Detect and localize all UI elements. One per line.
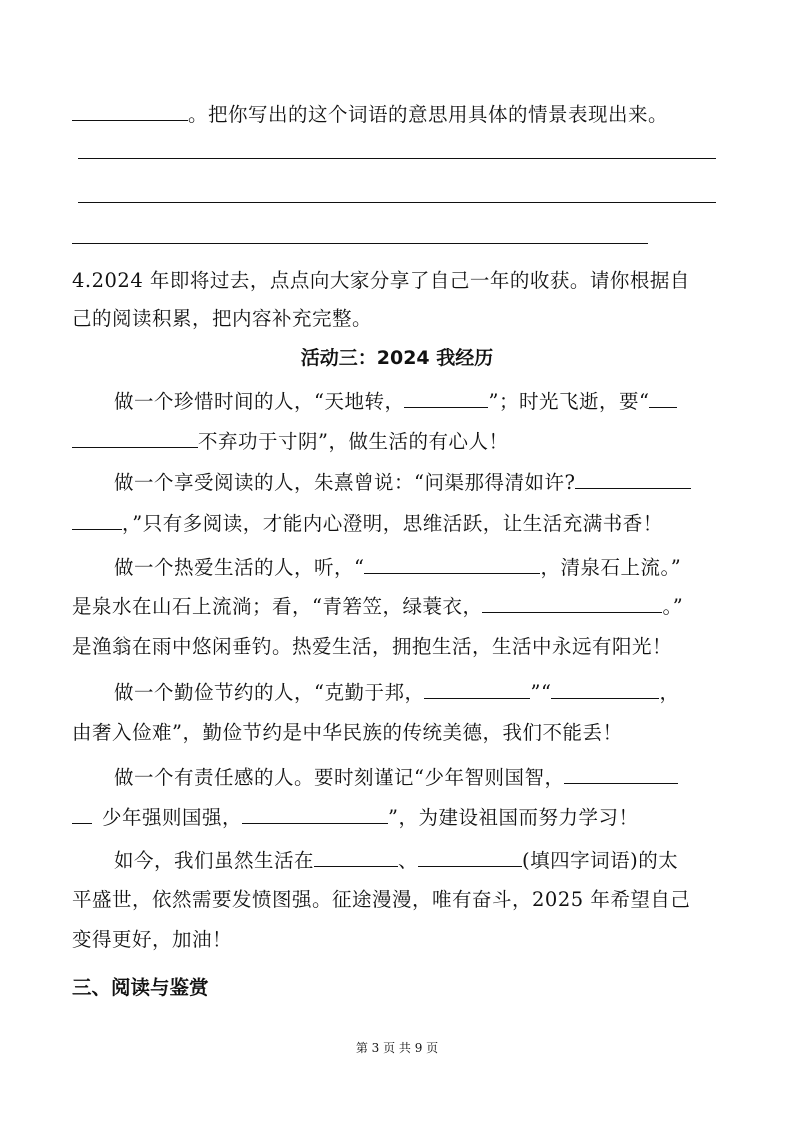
text: 如今，我们虽然生活在 — [114, 849, 315, 872]
answer-blank[interactable] — [72, 100, 188, 121]
activity-title: 活动三：2024 我经历 — [300, 347, 494, 369]
paragraph-closing-line-3 — [72, 927, 232, 953]
paragraph-closing-line-2 — [72, 887, 690, 913]
paragraph-duty-line-2 — [72, 803, 639, 831]
page-footer: 第 3 页 共 9 页 — [355, 1041, 439, 1055]
text: 少年强则国强， — [102, 806, 243, 829]
text: ，清泉石上流。” — [540, 556, 682, 579]
answer-blank[interactable] — [72, 803, 92, 824]
text: 、 — [398, 849, 419, 872]
text: 做一个享受阅读的人，朱熹曾说：“问渠那得清如许? — [114, 471, 576, 494]
text: ”，为建设祖国而努力学习！ — [388, 806, 639, 829]
text: 。把你写出的这个词语的意思用具体的情景表现出来。 — [188, 103, 669, 126]
text: 由奢入俭难”，勤俭节约是中华民族的传统美德，我们不能丢！ — [72, 721, 623, 744]
paragraph-thrift-line-1 — [114, 678, 679, 706]
text: ”“ — [530, 681, 552, 704]
answer-blank[interactable] — [314, 846, 398, 867]
answer-blank[interactable] — [72, 427, 198, 448]
text: 做一个珍惜时间的人，“天地转， — [114, 390, 405, 413]
paragraph-duty-line-1 — [114, 763, 678, 791]
writing-rule-2[interactable] — [78, 202, 716, 203]
answer-blank[interactable] — [72, 509, 122, 530]
answer-blank[interactable] — [551, 678, 659, 699]
paragraph-time-line-2 — [72, 427, 508, 455]
text: 4.2024 年即将过去，点点向大家分享了自己一年的收获。请你根据自 — [72, 269, 690, 292]
answer-blank[interactable] — [364, 553, 540, 574]
answer-line-1 — [72, 100, 668, 128]
answer-blank[interactable] — [575, 468, 691, 489]
text: ，”只有多阅读，才能内心澄明，思维活跃，让生活充满书香！ — [122, 512, 663, 535]
answer-blank[interactable] — [424, 678, 530, 699]
answer-blank[interactable] — [649, 387, 677, 408]
text: ”；时光飞逝，要“ — [488, 390, 650, 413]
text: 变得更好，加油！ — [72, 928, 233, 951]
text: 不弃功于寸阴”，做生活的有心人！ — [198, 430, 509, 453]
section-title: 三、阅读与鉴赏 — [72, 976, 209, 999]
text: 。” — [662, 595, 684, 618]
answer-blank[interactable] — [564, 763, 678, 784]
text: 做一个热爱生活的人，听，“ — [114, 556, 365, 579]
text: 平盛世，依然需要发愤图强。征途漫漫，唯有奋斗，2025 年希望自己 — [72, 888, 691, 911]
answer-blank[interactable] — [418, 846, 522, 867]
text: ， — [659, 681, 680, 704]
answer-blank[interactable] — [482, 592, 662, 613]
question-4-line-1 — [72, 268, 690, 294]
paragraph-life-line-3 — [72, 634, 672, 660]
paragraph-life-line-2 — [72, 592, 683, 620]
text: (填四字词语)的太 — [522, 849, 679, 872]
paragraph-closing-line-1 — [114, 846, 678, 874]
paragraph-reading-line-2 — [72, 509, 663, 537]
text: 是泉水在山石上流淌；看，“青箬笠，绿蓑衣， — [72, 595, 483, 618]
text: 己的阅读积累，把内容补充完整。 — [72, 307, 373, 330]
writing-rule-1[interactable] — [78, 158, 716, 159]
question-4-line-2 — [72, 306, 372, 332]
text: 做一个勤俭节约的人，“克勤于邦， — [114, 681, 425, 704]
text: 是渔翁在雨中悠闲垂钓。热爱生活，拥抱生活，生活中永远有阳光！ — [72, 635, 673, 658]
answer-blank[interactable] — [242, 803, 388, 824]
paragraph-life-line-1 — [114, 553, 681, 581]
paragraph-thrift-line-2 — [72, 720, 622, 746]
paragraph-reading-line-1 — [114, 468, 691, 496]
answer-blank[interactable] — [404, 387, 488, 408]
paragraph-time-line-1 — [114, 387, 677, 415]
text: 做一个有责任感的人。要时刻谨记“少年智则国智， — [114, 766, 565, 789]
writing-rule-3[interactable] — [72, 243, 648, 244]
